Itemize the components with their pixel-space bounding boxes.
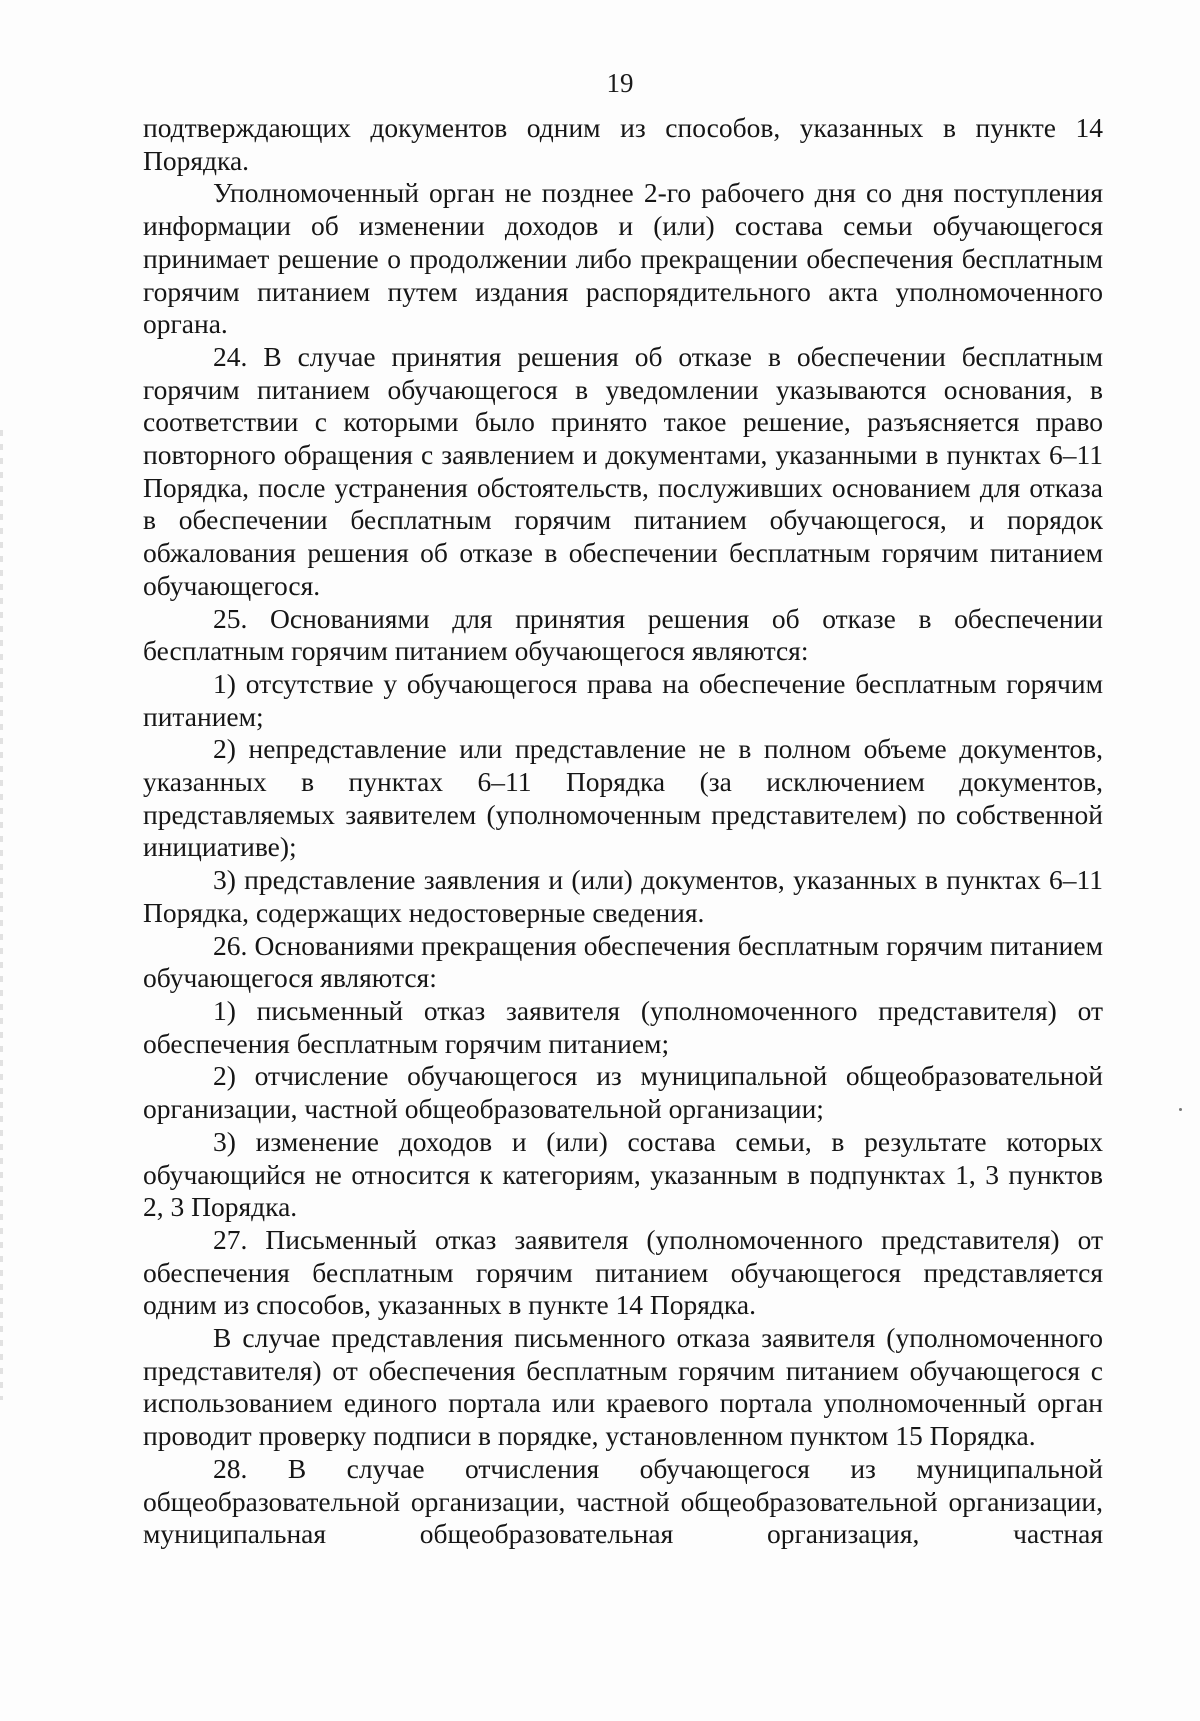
paragraph-item-28: 28. В случае отчисления обучающегося из муниципальной общеобразовательной организации, частной общеобразовательной организации, муниципальная общеобразовательная организация, частная — [143, 1452, 1103, 1550]
scan-speck — [1179, 1108, 1182, 1111]
list-item: 2) отчисление обучающегося из муниципальной общеобразовательной организации, частной общеобразовательной организации; — [143, 1060, 1103, 1125]
paragraph: Уполномоченный орган не позднее 2-го рабочего дня со дня поступления информации об изменении доходов и (или) состава семьи обучающегося принимает решение о продолжении либо прекращении обеспечения бесплатным горячим питанием путем издания распорядительного акта уполномоченного органа. — [143, 177, 1103, 340]
list-item: 3) изменение доходов и (или) состава семьи, в результате которых обучающийся не относится к категориям, указанным в подпунктах 1, 3 пунктов 2, 3 Порядка. — [143, 1125, 1103, 1223]
list-item: 2) непредставление или представление не в полном объеме документов, указанных в пунктах 6–11 Порядка (за исключением документов, представляемых заявителем (уполномоченным представителем) по собственной инициативе); — [143, 733, 1103, 863]
paragraph-item-24: 24. В случае принятия решения об отказе в обеспечении бесплатным горячим питанием обучающегося в уведомлении указываются основания, в соответствии с которыми было принято такое решение, разъясняется право повторного обращения с заявлением и документами, указанными в пунктах 6–11 Порядка, после устранения обстоятельств, послуживших основанием для отказа в обеспечении бесплатным горячим питанием обучающегося, и порядок обжалования решения об отказе в обеспечении бесплатным горячим питанием обучающегося. — [143, 340, 1103, 601]
list-item: 1) письменный отказ заявителя (уполномоченного представителя) от обеспечения бесплатным горячим питанием; — [143, 994, 1103, 1059]
paragraph-item-27: 27. Письменный отказ заявителя (уполномоченного представителя) от обеспечения бесплатным горячим питанием обучающегося представляется одним из способов, указанных в пункте 14 Порядка. — [143, 1223, 1103, 1321]
paragraph: В случае представления письменного отказа заявителя (уполномоченного представителя) от обеспечения бесплатным горячим питанием обучающегося с использованием единого портала или краевого портала уполномоченный орган проводит проверку подписи в порядке, установленном пунктом 15 Порядка. — [143, 1322, 1103, 1452]
paragraph: подтверждающих документов одним из способов, указанных в пункте 14 Порядка. — [143, 112, 1103, 176]
list-item: 1) отсутствие у обучающегося права на обеспечение бесплатным горячим питанием; — [143, 667, 1103, 732]
page-number: 19 — [606, 68, 634, 98]
paragraph-item-26: 26. Основаниями прекращения обеспечения бесплатным горячим питанием обучающегося являются: — [143, 929, 1103, 994]
document-body — [143, 112, 1103, 1551]
scan-edge-artifact — [0, 430, 3, 1400]
paragraph-item-25: 25. Основаниями для принятия решения об отказе в обеспечении бесплатным горячим питанием обучающегося являются: — [143, 602, 1103, 667]
list-item: 3) представление заявления и (или) документов, указанных в пунктах 6–11 Порядка, содержащих недостоверные сведения. — [143, 864, 1103, 928]
